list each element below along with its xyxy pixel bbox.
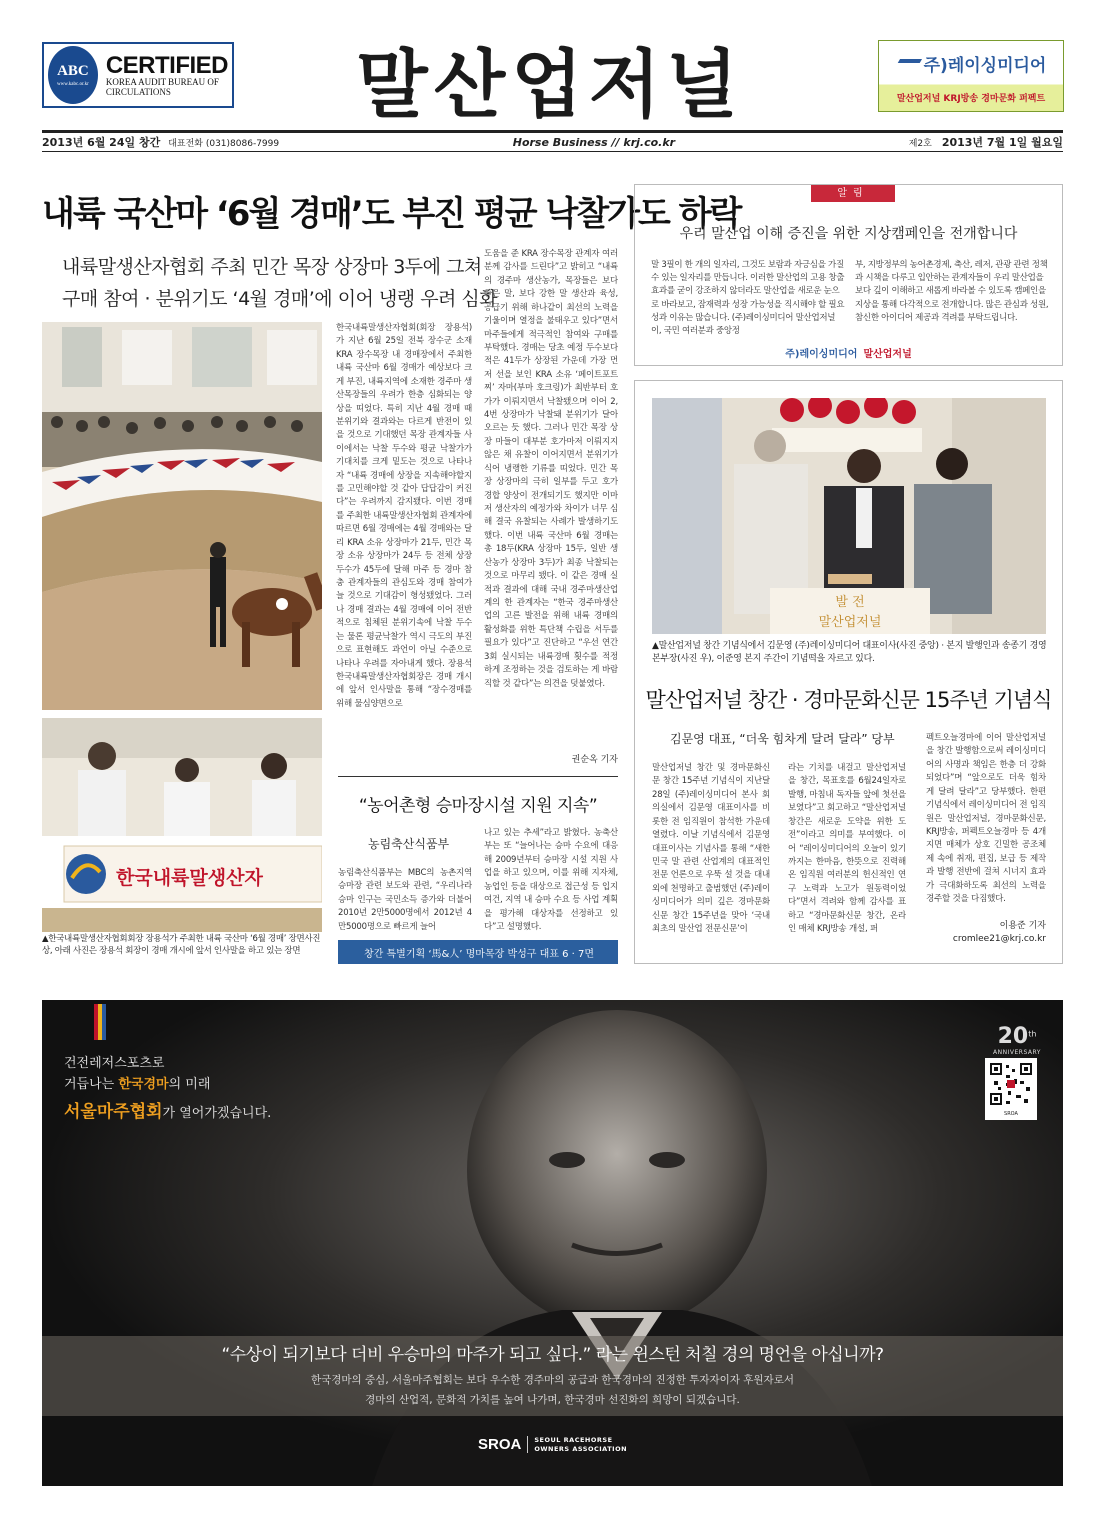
special-series-label: 창간 특별기획 ‘馬&人’ 명마목장 박성구 대표 [364,948,559,960]
ad-tagline-2-post: 의 미래 [168,1077,211,1092]
anniversary-label: ANNIVERSARY [993,1049,1041,1056]
lead-headline: 내륙 국산마 ‘6월 경매’도 부진 평균 낙찰가도 하락 [42,194,741,234]
newspaper-title: 말산업저널 [356,42,744,128]
racing-media-name: 주)레이싱미디어 [923,56,1047,76]
sroa-mark: SROA [478,1436,528,1453]
sroa-name-line2: OWNERS ASSOCIATION [534,1444,628,1453]
ad-churchill-quote: “수상이 되기보다 더비 우승마의 마주가 되고 싶다.” 라는 윈스턴 처칠 경의 명언을 아십니까? [221,1345,884,1365]
ceremony-byline-email: cromlee21@krj.co.kr [952,933,1046,944]
campaign-notice-box [634,184,1063,366]
ad-tagline-1: 건전레저스포츠로 [64,1056,165,1071]
cake-cutting-photo [652,398,1046,634]
abc-bureau-line2: CIRCULATIONS [105,86,171,97]
notice-footer-logo [635,345,1062,360]
founded-date: 2013년 6월 24일 창간 [42,136,161,149]
sroa-name-line1: SEOUL RACEHORSE [534,1436,613,1445]
ceremony-photo-caption: ▲말산업저널 창간 기념식에서 김문영 (주)레이싱미디어 대표이사(사진 중앙) · 본지 발행인과 송종기 경영본부장(사진 우), 이준영 본지 주간이 기념떡을 자르고 있다. [652,641,1047,665]
ad-tagline-2 [64,1073,210,1092]
abc-bureau-line1: KOREA AUDIT BUREAU OF [105,77,219,88]
lead-subhead-2: 구매 참여 · 분위기도 ‘4월 경매’에 이어 냉랭 우려 심화 [62,288,498,310]
ad-tagline-2-highlight: 한국경마 [118,1077,169,1092]
anniversary-suffix: th [1028,1029,1037,1039]
phone-number: 대표전화 (031)8086-7999 [168,139,280,149]
lead-photo-caption: ▲한국내륙말생산자협회회장 장용석가 주최한 내륙 국산마 ‘6월 경매’ 장면사진 상, 아래 사진은 장용석 회장이 경매 개시에 앞서 인사말을 하고 있는 장면 [42,934,321,956]
ceremony-body-column-3: 펙트오늘경마에 이어 말산업저널을 창간 발행함으로써 레이싱미디어의 사명과 책임은 한층 더 강화되었다”며 “앞으로도 더욱 힘차게 달려 달라”고 당부했다. 한편 기념식에서 레이싱미디어 전 임직원은 말산업저널, 경마문화신문, KRJ방송, 퍼펙트오늘경마 등 4개 지면 매체가 상호 긴밀한 공조체제 속에 취재, 편집, 보급 등 제작과 발행 전반에 걸쳐 시너지 효과가 극대화하도록 최선의 노력을 경주할 것을 다짐했다. [926,733,1046,905]
ad-tagline-3 [64,1097,271,1122]
ad-stripe-blue [102,1004,106,1040]
sidebar-news-subtitle: 농림축산식품부 [368,837,450,851]
racing-media-mark-icon [892,59,922,73]
ceremony-subhead: 김문영 대표, “더욱 힘차게 달려 달라” 당부 [670,732,895,746]
qr-code-icon [988,1061,1034,1107]
anniversary-number: 20 [997,1024,1029,1049]
ad-tagline-3-post: 가 열어가겠습니다. [162,1106,272,1121]
abc-url: www.kabc.or.kr [57,82,89,87]
notice-footer-brand: 주)레이싱미디어 [785,349,858,360]
cake-text-2: 말산업저널 [818,615,882,630]
lead-body-column-1: 한국내륙말생산자협회(회장 장용석)가 지난 6월 25일 전북 장수군 소재 KRA 장수목장 내 경매장에서 주최한 내륙 국산마 6월 경매가 예상보다 크게 부진, 내륙지역에 소재한 경주마 생산목장들의 우려가 한층 심화되는 양상을 띠었다. 특히 지난 4월 경매 때 분위기와 결과와는 다르게 반전이 있을 것으로 기대했던 목장 관계자들 사이에서는 낙찰 두수와 평균 낙찰가가 기대치를 크게 밑도는 것으로 나타나자 “내륙 경매에 상장을 지속해야할지를 고민해야할 것 같아 답답감이 커진다”는 우려까지 감지됐다. 이번 경매를 주최한 내륙말생산자협회 관계자에 따르면 6월 경매에는 4월 경매와는 달리 KRA 소유 상장마가 21두, 민간 목장 소유 상장마가 24두 등 전체 상장 두수가 45두에 달해 마주 등 경마 참충 관계자들의 관심도와 경매 참여가 늘 것으로 기대감이 형성됐었다. 그러나 경매 결과는 4월 경매에 이어 전반적으로 침체된 분위기속에 낙찰 두수는 물론 평균낙찰가 역시 극도의 부진으로 표현해도 과언이 아닐 수준으로 나타나 우려를 자아내게 했다. 장용석 한국내륙말생산자협회장은 경매 개시에 앞서 인사말을 통해 “장수경매를 위해 물심양면으로 [336,323,472,709]
notice-column-2: 부, 지방정부의 농어촌경제, 축산, 레저, 관광 관련 정책과 시책을 다루고 입안하는 관계자들이 우리 말산업을 보다 깊이 이해하고 새롭게 바라볼 수 있도록 캠페인을 지상을 통해 다각적으로 전개합니다. 많은 관심과 성원, 참신한 아이디어 제공과 격려를 부탁드립니다. [855,260,1049,323]
lead-subhead-1: 내륙말생산자협회 주최 민간 목장 상장마 3두에 그쳐 [62,256,482,278]
dateline-bar [42,130,1063,152]
special-series-pages: 6 · 7면 [562,948,594,960]
ad-tagline-3-highlight: 서울마주협회 [64,1102,163,1122]
notice-tab: 알림 [811,185,895,202]
sidebar-news-column-2: 나고 있는 추세”라고 밝혔다. 농축산부는 또 “늘어나는 승마 수요에 대응해 2009년부터 승마장 시설 지원 사업을 하고 있으며, 이를 위해 지자체, 농업인 등을 대상으로 접근성 등 입지여건, 지역 내 승마 수요 등 사업 계획을 평가해 대상자를 선정하고 있다”고 설명했다. [484,828,618,932]
lead-byline: 권순옥 기자 [571,755,618,765]
notice-footer-paper: 말산업저널 [863,349,912,360]
auction-ring-photo [42,322,322,710]
lead-body-column-2: 도움을 준 KRA 장수목장 관계자 여러분께 감사를 드린다”고 밝히고 “내륙의 경주마 생산농가, 목장들은 보다 좋은 말, 보다 강한 말 생산과 육성, 공급기 위해 하나같이 최선의 노력을 기울이며 열정을 불태우고 있다”면서 마주들에게 적극적인 참여와 구매를 부탁했다. 경매는 당초 예정 두수보다 적은 41두가 상장된 가운데 가장 먼저 선을 보인 KRA 소유 ‘페이트포트 찌’ 자마(부마 호크링)가 최반부터 호가가 이뤄지면서 낙찰됐으며 이어 2, 4번 상장마가 낙찰돼 분위기가 달아오르는 듯 했다. 그러나 민간 목장 상장 마들이 대부분 호가마저 이뤄지지 않은 채 유찰이 이어지면서 분위기가 식어 냉랭한 기류를 띠었다. 민간 목장 상장마의 극히 일부를 두고 호가 경합 양상이 전개되기도 했지만 이마저 생산자의 예정가와 차이가 너무 심해 결국 유찰되는 사례가 발생하기도 했다. 이번 내륙 국산마 6월 경매는 총 18두(KRA 상장마 15두, 일반 생산농가 상장마 3두)가 최종 낙찰되는 것으로 마무리 됐다. 이 같은 경매 실적과 결과에 대해 국내 경주마생산업계의 한 관계자는 “한국 경주마생산업의 고른 발전을 위해 내륙 경매의 활성화를 위한 특단책 수립을 서두를 필요가 있다”고 진단하고 “우선 연간 3회 실시되는 내륙경매 횟수를 적정하게 조정하는 것을 검토하는 게 바람직할 것 같다”는 의견을 덧붙였다. [484,249,618,689]
sroa-advertisement [42,1000,1063,1486]
sidebar-news-title: “농어촌형 승마장시설 지원 지속” [358,796,598,816]
anniversary-badge [982,1024,1052,1056]
ad-body-line-1: 한국경마의 중심, 서울마주협회는 보다 우수한 경주마의 공급과 한국경마의 진정한 투자자이자 후원자로서 [310,1374,794,1386]
notice-column-1: 말 3필이 한 개의 일자리, 그것도 보람과 자긍심을 가질 수 있는 일자리를 만듭니다. 이러한 말산업의 고용 창출 효과를 굳이 강조하지 않더라도 말산업을 새로운 눈으로 바라보고, 잠재력과 성장 가능성을 직시해야 할 필요성과 이유는 많습니다. (주)레이싱미디어 말산업저널이, 국민 여러분과 중앙정 [651,260,845,336]
ceremony-body-column-1: 말산업저널 창간 및 경마문화신문 창간 15주년 기념식이 지난달 28일 (주)레이싱미디어 본사 회의실에서 김문영 대표이사를 비롯한 전 임직원이 참석한 가운데 열렸다. 이날 기념식에서 김문영 대표이사는 기념사를 통해 “새한민국 말 관련 산업계의 대표적인 전문 언론으로 우뚝 설 것을 대내외에 천명하고 출범했던 (주)레이싱미디어가 의미 깊은 경마문화신문 창간 15주년을 맞아 ‘국내 최초의 말산업 전문신문’이 [652,763,770,935]
ceremony-byline [926,920,1046,945]
sidebar-news-box [338,776,618,966]
notice-title: 우리 말산업 이해 증진을 위한 지상캠페인을 전개합니다 [679,226,1018,242]
sroa-logo [478,1436,627,1453]
ceremony-byline-name: 이용준 기자 [999,921,1046,931]
abc-mark-text: ABC [57,63,89,79]
issue-number: 제2호 [908,139,932,149]
ad-color-stripes [94,1004,106,1040]
special-series-bar [338,940,618,964]
qr-code[interactable] [985,1058,1037,1120]
sidebar-news-column-1: 농림축산식품부는 MBC의 농촌지역 승마장 관련 보도와 관련, “우리나라 승마 인구는 국민소득 증가와 더불어 2010년 2만5000명에서 2012년 4만5000명으로 빠르게 늘어 [338,868,472,932]
ad-body-line-2: 경마의 산업적, 문화적 가치를 높여 나가며, 한국경마 선진화의 희망이 되겠습니다. [365,1394,740,1406]
racing-media-brands: 말산업저널 KRJ방송 경마문화 퍼펙트 [896,94,1046,104]
website-tagline: Horse Business // krj.co.kr [512,135,676,149]
auction-banner-text: 한국내륙말생산자 [116,867,263,889]
bidders-table-photo [42,718,322,932]
racing-media-logo [878,40,1064,112]
ceremony-body-column-2: 라는 기치를 내걸고 말산업저널을 창간, 목표호를 6월24일자로 발행, 마침내 독자들 앞에 첫선을 보였다”고 회고하고 “말산업저널 창간은 새로운 도약을 위한 도전”이라고 의미를 부여했다. 이어 “레이싱미디어의 오늘이 있기까지는 한마음, 한뜻으로 진력해온 임직원 여러분의 헌신적인 연구 노력과 노고가 원동력이었다”면서 격려와 함께 감사를 표하고 “경마문화신문 창간, 온라인 매체 KRJ방송 개설, 퍼 [788,763,906,935]
ceremony-headline: 말산업저널 창간 · 경마문화신문 15주년 기념식 [645,688,1052,712]
ad-tagline-2-pre: 거듭나는 [64,1077,119,1092]
issue-date: 2013년 7월 1일 월요일 [941,136,1063,149]
abc-certified-text: CERTIFIED [105,51,228,79]
cake-text-1: 발 전 [835,595,865,610]
qr-label: SROA [1004,1111,1018,1117]
abc-certified-logo [42,42,234,108]
abc-mark [48,46,98,104]
